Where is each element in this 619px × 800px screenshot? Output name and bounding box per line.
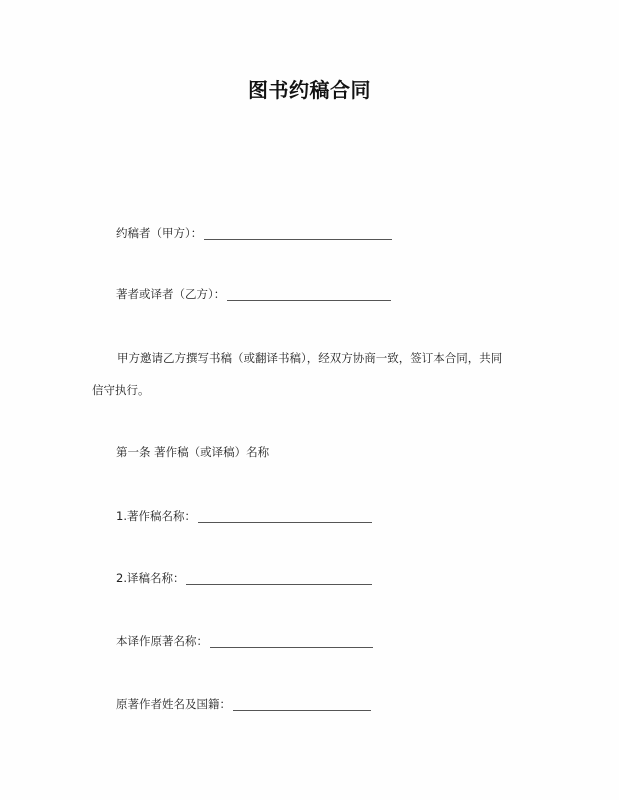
intro-line-1: 甲方邀请乙方撰写书稿（或翻译书稿），经双方协商一致，签订本合同，共同 xyxy=(117,351,503,365)
field-blank-translation-title[interactable] xyxy=(186,573,372,585)
document-title: 图书约稿合同 xyxy=(248,78,371,102)
field-original-title xyxy=(116,634,373,648)
field-original-author xyxy=(116,697,371,711)
field-label-work-title: 1.著作稿名称： xyxy=(116,509,196,523)
field-label-party-b: 著者或译者（乙方）： xyxy=(116,287,226,301)
article-1-heading xyxy=(116,445,269,459)
field-blank-work-title[interactable] xyxy=(198,511,372,523)
field-translation-title xyxy=(116,571,372,585)
field-blank-original-author[interactable] xyxy=(233,699,371,711)
field-blank-party-b[interactable] xyxy=(227,289,391,301)
field-blank-party-a[interactable] xyxy=(204,228,392,240)
field-label-translation-title: 2.译稿名称： xyxy=(116,571,185,585)
field-blank-original-title[interactable] xyxy=(210,636,373,648)
field-work-title xyxy=(116,509,372,523)
field-label-original-title: 本译作原著名称： xyxy=(116,634,208,648)
field-label-party-a: 约稿者（甲方）： xyxy=(116,226,203,240)
field-party-b xyxy=(116,287,391,301)
field-label-original-author: 原著作者姓名及国籍： xyxy=(116,697,231,711)
article-1-heading-text: 第一条 著作稿（或译稿）名称 xyxy=(116,445,270,459)
field-party-a xyxy=(116,226,392,240)
intro-line-2: 信守执行。 xyxy=(92,383,150,397)
